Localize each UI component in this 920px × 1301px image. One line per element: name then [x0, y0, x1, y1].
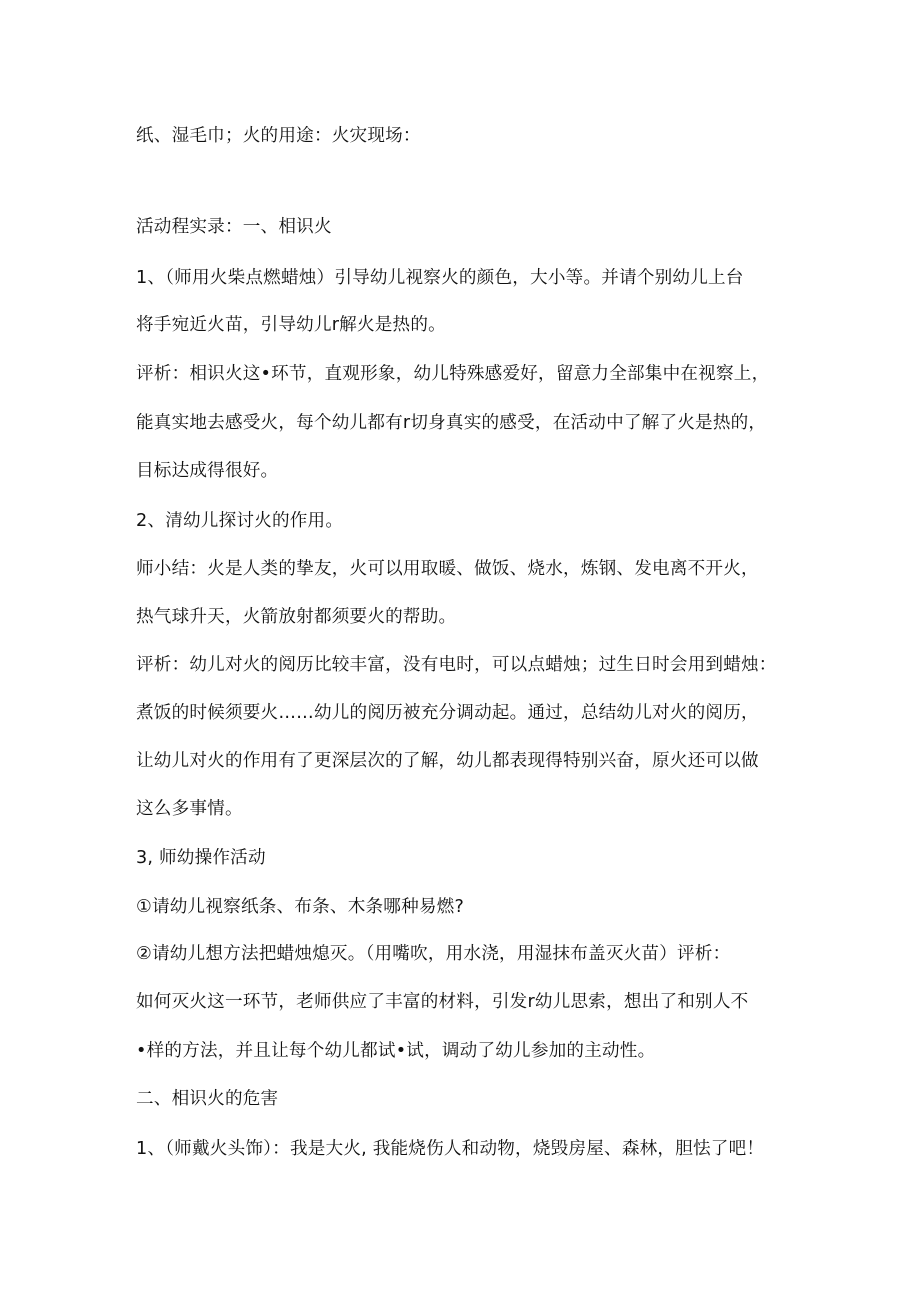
text-line: 这么多事情。	[136, 799, 243, 819]
text-line: 如何灭火这一环节，老师供应了丰富的材料，引发r幼儿思索，想出了和别人不	[136, 992, 749, 1012]
text-line: 热气球升天，火箭放射都须要火的帮助。	[136, 607, 457, 627]
text-line: 让幼儿对火的作用有了更深层次的了解，幼儿都表现得特别兴奋，原火还可以做	[136, 751, 759, 771]
text-line: 2、清幼儿探讨火的作用。	[136, 511, 344, 531]
section-heading: 活动程实录：一、相识火	[136, 217, 332, 237]
text-line: 师小结：火是人类的挚友，火可以用取暖、做饭、烧水，炼钢、发电离不开火，	[136, 559, 759, 579]
section-heading: 二、相识火的危害	[136, 1089, 279, 1109]
text-line: 煮饭的时候须要火……幼儿的阅历被充分调动起。通过，总结幼儿对火的阅历，	[136, 703, 759, 723]
text-line: 1、（师用火柴点燃蜡烛）引导幼儿视察火的颜色，大小等。并请个别幼儿上台	[136, 268, 744, 288]
text-line: 3, 师幼操作活动	[136, 848, 266, 868]
text-line: ②请幼儿想方法把蜡烛熄灭。（用嘴吹，用水浇，用湿抹布盖灭火苗）评析：	[136, 944, 731, 964]
text-line: 能真实地去感受火，每个幼儿都有r切身真实的感受，在活动中了解了火是热的，	[136, 413, 767, 433]
text-line: ①请幼儿视察纸条、布条、木条哪种易燃?	[136, 897, 465, 917]
text-line: •样的方法，并且让每个幼儿都试•试，调动了幼儿参加的主动性。	[136, 1041, 656, 1061]
text-line: 1、（师戴火头饰）：我是大火, 我能烧伤人和动物，烧毁房屋、森林，胆怯了吧！	[136, 1139, 765, 1159]
text-line: 评析：幼儿对火的阅历比较丰富，没有电时，可以点蜡烛；过生日时会用到蜡烛：	[136, 655, 777, 675]
text-line: 评析：相识火这•环节，直观形象，幼儿特殊感爱好，留意力全部集中在视察上，	[136, 364, 770, 384]
text-line: 将手宛近火苗，引导幼儿r解火是热的。	[136, 315, 446, 335]
text-line: 目标达成得很好。	[136, 461, 279, 481]
text-line: 纸、湿毛巾；火的用途：火灾现场：	[136, 126, 421, 146]
